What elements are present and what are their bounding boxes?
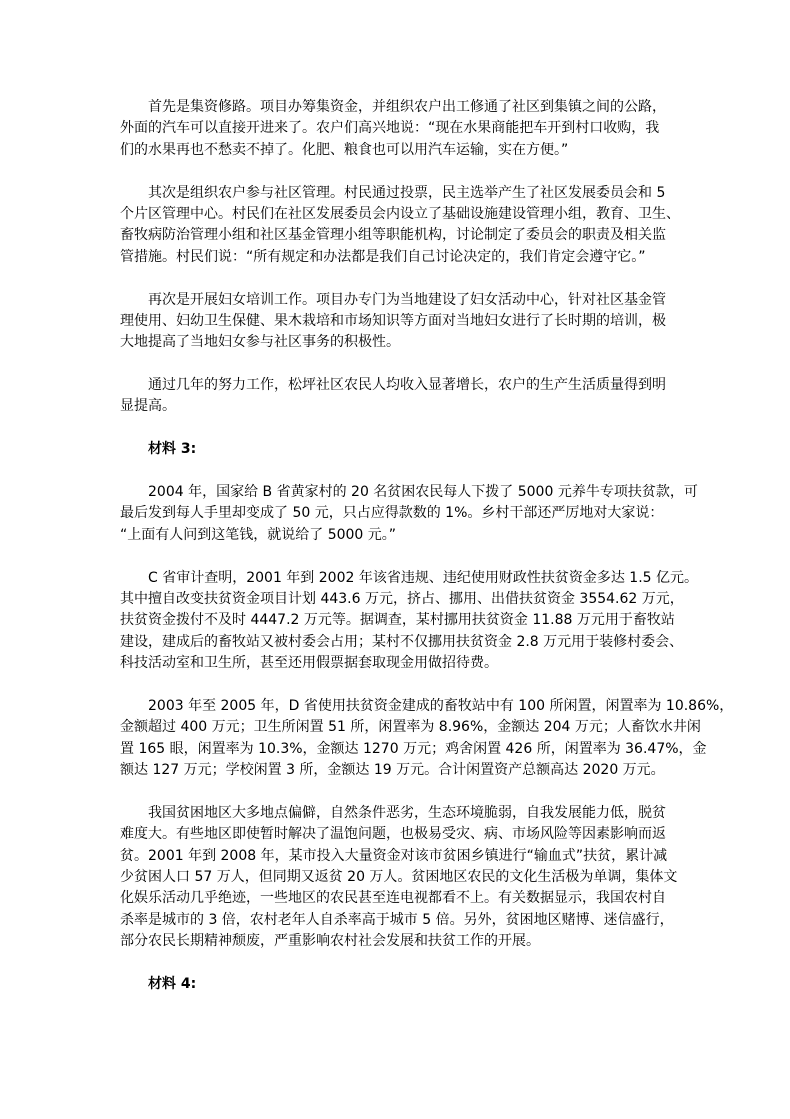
text-line: 再次是开展妇女培训工作。项目办专门为当地建设了妇女活动中心，针对社区基金管 bbox=[148, 291, 666, 308]
text-line: 个片区管理中心。村民们在社区发展委员会内设立了基础设施建设管理小组，教育、卫生、 bbox=[120, 205, 680, 222]
text-line: 扶贫资金拨付不及时 4447.2 万元等。据调查，某村挪用扶贫资金 11.88 万元用于畜牧站 bbox=[120, 612, 675, 629]
text-line: 大地提高了当地妇女参与社区事务的积极性。 bbox=[120, 334, 400, 351]
paragraph bbox=[120, 696, 734, 782]
text-line: 其次是组织农户参与社区管理。村民通过投票，民主选举产生了社区发展委员会和 5 bbox=[148, 184, 666, 201]
paragraph bbox=[120, 482, 698, 546]
text-line: 我国贫困地区大多地点偏僻，自然条件恶劣，生态环境脆弱，自我发展能力低，脱贫 bbox=[148, 804, 666, 821]
text-line: 显提高。 bbox=[120, 398, 176, 415]
text-line: C 省审计查明，2001 年到 2002 年该省违规、违纪使用财政性扶贫资金多达 1.5 亿元。 bbox=[148, 569, 698, 586]
text-line: 额达 127 万元；学校闲置 3 所，金额达 19 万元。合计闲置资产总额高达 2020 万元。 bbox=[120, 762, 665, 779]
section-heading: 材料 4: bbox=[148, 976, 197, 993]
text-line: 难度大。有些地区即使暂时解决了温饱问题，也极易受灾、病、市场风险等因素影响而返 bbox=[120, 826, 666, 843]
section-heading: 材料 3: bbox=[148, 441, 197, 458]
text-line: 金额超过 400 万元；卫生所闲置 51 所，闲置率为 8.96%，金额达 204 万元；人畜饮水井闲 bbox=[120, 719, 701, 736]
text-line: 外面的汽车可以直接开进来了。农户们高兴地说：“现在水果商能把车开到村口收购，我 bbox=[120, 120, 660, 137]
text-line: 其中擅自改变扶贫资金项目计划 443.6 万元，挤占、挪用、出借扶贫资金 3554.62 万元， bbox=[120, 590, 684, 607]
text-line: 们的水果再也不愁卖不掉了。化肥、粮食也可以用汽车运输，实在方便。” bbox=[120, 141, 569, 158]
text-line: 最后发到每人手里却变成了 50 元，只占应得款数的 1%。乡村干部还严厉地对大家说： bbox=[120, 505, 664, 522]
text-line: 建设，建成后的畜牧站又被村委会占用；某村不仅挪用扶贫资金 2.8 万元用于装修村委会、 bbox=[120, 633, 684, 650]
paragraph bbox=[120, 183, 680, 269]
text-line: 贫。2001 年到 2008 年，某市投入大量资金对该市贫困乡镇进行“输血式”扶贫，累计减 bbox=[120, 847, 668, 864]
document-page bbox=[120, 97, 734, 1017]
paragraph bbox=[120, 375, 680, 418]
paragraph bbox=[120, 290, 680, 354]
text-line: 2004 年，国家给 B 省黄家村的 20 名贫困农民每人下拨了 5000 元养牛专项扶贫款，可 bbox=[148, 484, 698, 501]
paragraph bbox=[120, 568, 698, 675]
paragraph bbox=[120, 97, 680, 161]
text-line: “上面有人问到这笔钱，就说给了 5000 元。” bbox=[120, 526, 397, 543]
text-line: 科技活动室和卫生所，甚至还用假票据套取现金用做招待费。 bbox=[120, 655, 498, 672]
text-line: 畜牧病防治管理小组和社区基金管理小组等职能机构，讨论制定了委员会的职责及相关监 bbox=[120, 227, 666, 244]
text-line: 杀率是城市的 3 倍，农村老年人自杀率高于城市 5 倍。另外，贫困地区赌博、迷信盛行， bbox=[120, 911, 674, 928]
text-line: 置 165 眼，闲置率为 10.3%，金额达 1270 万元；鸡舍闲置 426 所，闲置率为 36.47%，金 bbox=[120, 740, 707, 757]
text-line: 2003 年至 2005 年，D 省使用扶贫资金建成的畜牧站中有 100 所闲置，闲置率为 10.86%， bbox=[148, 697, 734, 714]
text-line: 理使用、妇幼卫生保健、果木栽培和市场知识等方面对当地妇女进行了长时期的培训，极 bbox=[120, 312, 666, 329]
text-line: 部分农民长期精神颓废，严重影响农村社会发展和扶贫工作的开展。 bbox=[120, 933, 540, 950]
text-line: 通过几年的努力工作，松坪社区农民人均收入显著增长，农户的生产生活质量得到明 bbox=[148, 377, 666, 394]
text-line: 管措施。村民们说：“所有规定和办法都是我们自己讨论决定的，我们肯定会遵守它。” bbox=[120, 248, 646, 265]
text-line: 首先是集资修路。项目办筹集资金，并组织农户出工修通了社区到集镇之间的公路， bbox=[148, 99, 666, 115]
text-line: 化娱乐活动几乎绝迹，一些地区的农民甚至连电视都看不上。有关数据显示，我国农村自 bbox=[120, 890, 666, 907]
paragraph bbox=[120, 803, 680, 953]
text-line: 少贫困人口 57 万人，但同期又返贫 20 万人。贫困地区农民的文化生活极为单调，集体文 bbox=[120, 869, 678, 886]
